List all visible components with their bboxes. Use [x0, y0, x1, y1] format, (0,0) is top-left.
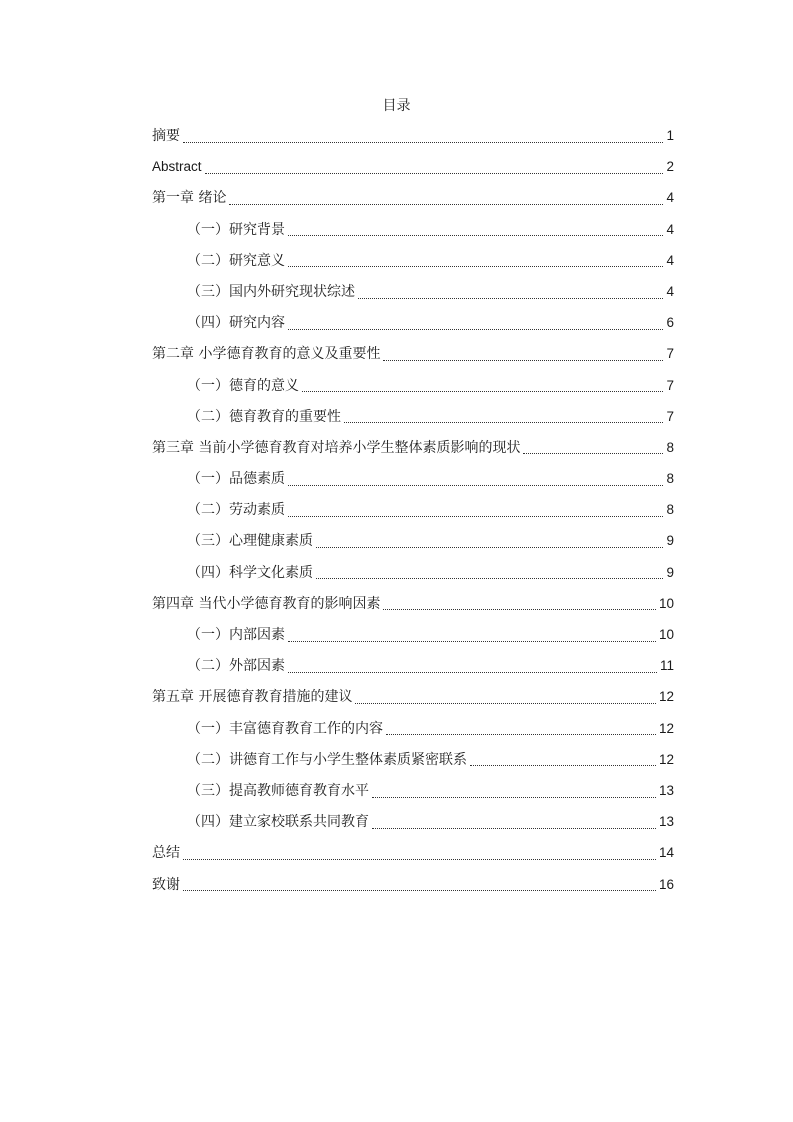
toc-dot-leader — [470, 764, 656, 766]
toc-entry-label: （二）研究意义 — [187, 252, 285, 269]
toc-entry-label: （一）德育的意义 — [187, 377, 299, 394]
toc-dot-leader — [288, 515, 663, 517]
toc-page-number: 10 — [658, 595, 674, 611]
toc-page-number: 13 — [658, 782, 674, 798]
toc-dot-leader — [288, 234, 663, 236]
toc-dot-leader — [229, 203, 663, 205]
toc-dot-leader — [288, 265, 663, 267]
toc-page-number: 7 — [666, 377, 674, 393]
toc-entry-label: （二）外部因素 — [187, 658, 285, 675]
toc-dot-leader — [183, 858, 656, 860]
toc-page-number: 12 — [658, 751, 674, 767]
toc-entry[interactable] — [152, 276, 674, 307]
toc-page-number: 11 — [659, 658, 674, 674]
toc-entry[interactable] — [152, 744, 674, 775]
toc-dot-leader — [183, 889, 656, 891]
toc-entry[interactable] — [152, 151, 674, 182]
toc-dot-leader — [288, 328, 663, 330]
toc-page-number: 1 — [666, 128, 674, 143]
toc-entry[interactable] — [152, 432, 674, 463]
toc-page-number: 16 — [658, 876, 674, 892]
toc-dot-leader — [288, 671, 657, 673]
toc-dot-leader — [183, 141, 663, 143]
toc-entry[interactable] — [152, 338, 674, 369]
toc-entry-label: （四）科学文化素质 — [187, 564, 313, 581]
toc-entry[interactable] — [152, 370, 674, 401]
toc-dot-leader — [372, 796, 656, 798]
toc-page-number: 7 — [666, 408, 674, 424]
table-of-contents — [152, 120, 674, 900]
toc-dot-leader — [344, 421, 663, 423]
toc-page-number: 9 — [666, 564, 674, 580]
toc-page-number: 7 — [666, 346, 674, 362]
toc-page-number: 13 — [658, 814, 674, 830]
toc-page-number: 10 — [658, 627, 674, 642]
toc-entry[interactable] — [152, 837, 674, 868]
toc-dot-leader — [288, 640, 656, 642]
toc-page-number: 8 — [666, 471, 674, 487]
toc-entry-label: （四）研究内容 — [187, 315, 285, 332]
toc-page-number: 14 — [658, 845, 674, 861]
toc-dot-leader — [358, 297, 663, 299]
toc-dot-leader — [205, 172, 664, 174]
toc-entry[interactable] — [152, 681, 674, 712]
toc-entry[interactable] — [152, 806, 674, 837]
toc-entry[interactable] — [152, 214, 674, 245]
toc-entry-label: （一）品德素质 — [187, 471, 285, 488]
toc-entry-label: 第一章 绪论 — [152, 190, 227, 207]
toc-dot-leader — [355, 702, 656, 704]
toc-entry[interactable] — [152, 525, 674, 556]
toc-entry-label: 第五章 开展德育教育措施的建议 — [152, 689, 353, 706]
toc-entry-label: （一）内部因素 — [187, 627, 285, 643]
toc-entry-label: 第四章 当代小学德育教育的影响因素 — [152, 595, 381, 612]
toc-dot-leader — [383, 359, 663, 361]
toc-entry[interactable] — [152, 557, 674, 588]
toc-entry[interactable] — [152, 120, 674, 151]
toc-page-number: 12 — [658, 720, 674, 736]
toc-title: 目录 — [382, 98, 411, 114]
toc-page-number: 4 — [666, 283, 674, 299]
toc-entry[interactable] — [152, 494, 674, 525]
toc-entry-label: 致谢 — [152, 876, 180, 893]
toc-page-number: 9 — [666, 533, 674, 549]
toc-entry[interactable] — [152, 775, 674, 806]
toc-entry-label: （三）国内外研究现状综述 — [187, 283, 355, 300]
toc-entry[interactable] — [152, 713, 674, 744]
toc-entry[interactable] — [152, 182, 674, 213]
toc-entry-label: （三）心理健康素质 — [187, 533, 313, 550]
toc-entry-label: （四）建立家校联系共同教育 — [187, 814, 369, 831]
toc-entry-label: Abstract — [152, 159, 202, 175]
toc-entry[interactable] — [152, 463, 674, 494]
toc-page-number: 12 — [658, 689, 674, 705]
toc-page-number: 4 — [666, 252, 674, 268]
toc-entry[interactable] — [152, 588, 674, 619]
toc-dot-leader — [302, 390, 663, 392]
toc-entry-label: （一）研究背景 — [187, 221, 285, 238]
toc-entry[interactable] — [152, 307, 674, 338]
toc-page-number: 8 — [666, 439, 674, 455]
toc-entry-label: （二）劳动素质 — [187, 502, 285, 519]
toc-entry[interactable] — [152, 401, 674, 432]
toc-dot-leader — [316, 577, 663, 579]
toc-entry-label: 第二章 小学德育教育的意义及重要性 — [152, 346, 381, 363]
toc-entry-label: （一）丰富德育教育工作的内容 — [187, 720, 383, 737]
toc-entry[interactable] — [152, 619, 674, 650]
toc-dot-leader — [523, 452, 663, 454]
toc-dot-leader — [386, 733, 656, 735]
toc-dot-leader — [383, 608, 656, 610]
toc-page-number: 8 — [666, 502, 674, 518]
toc-entry-label: （二）讲德育工作与小学生整体素质紧密联系 — [187, 751, 467, 768]
toc-entry[interactable] — [152, 869, 674, 900]
toc-page-number: 4 — [666, 190, 674, 206]
toc-dot-leader — [372, 827, 656, 829]
toc-page-number: 6 — [666, 315, 674, 331]
toc-entry-label: 摘要 — [152, 128, 180, 144]
toc-dot-leader — [316, 546, 663, 548]
toc-entry-label: （二）德育教育的重要性 — [187, 408, 341, 425]
toc-dot-leader — [288, 484, 663, 486]
toc-page-number: 2 — [666, 159, 674, 175]
toc-entry-label: （三）提高教师德育教育水平 — [187, 782, 369, 799]
toc-entry[interactable] — [152, 245, 674, 276]
toc-entry[interactable] — [152, 650, 674, 681]
toc-entry-label: 总结 — [152, 845, 180, 862]
toc-page-number: 4 — [666, 221, 674, 237]
toc-entry-label: 第三章 当前小学德育教育对培养小学生整体素质影响的现状 — [152, 439, 521, 456]
